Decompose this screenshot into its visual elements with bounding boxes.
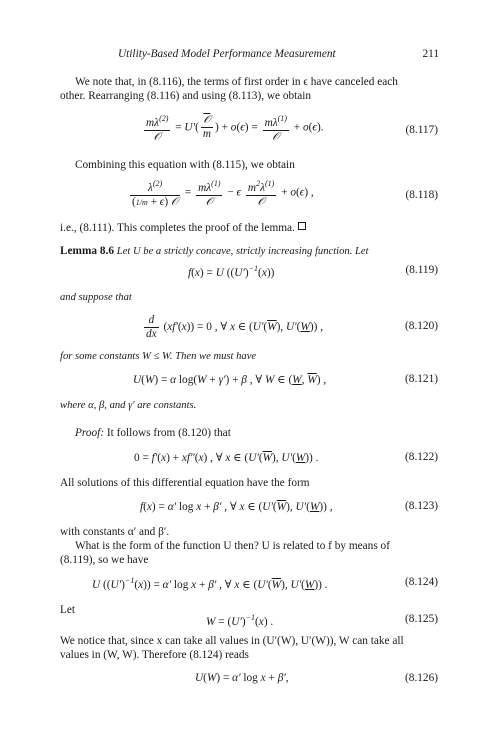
equation-8-121	[60, 373, 438, 393]
text-line: All solutions of this differential equation have the form	[60, 477, 310, 489]
equation-number: (8.117)	[405, 124, 438, 136]
proof-line	[75, 426, 231, 440]
equation-8-126	[60, 672, 438, 692]
lemma-text: Let U be a strictly concave, strictly increasing function. Let	[116, 246, 369, 257]
equation-number: (8.126)	[405, 672, 438, 684]
text-line: Let	[60, 604, 76, 616]
proof-label: Proof:	[75, 427, 105, 439]
text-line: We note that, in (8.116), the terms of first order in ϵ have canceled each	[75, 76, 398, 88]
equation-8-117	[60, 112, 438, 152]
running-title: Utility-Based Model Performance Measurement	[118, 48, 336, 60]
equation-body: f(x) = α′ log x + β′ , ∀ x ∈ ($U'(\overline{W})$, U′(W)) ,	[140, 501, 333, 513]
text-line: (8.119), so we have	[60, 554, 149, 566]
equation-number: (8.122)	[405, 451, 438, 463]
equation-8-120	[60, 314, 438, 344]
equation-body: $W = (U')^{-1}(x)$ .	[206, 613, 274, 628]
equation-8-125	[60, 613, 438, 633]
text-line: with constants α′ and β′.	[60, 526, 170, 538]
text-line: and suppose that	[60, 292, 132, 303]
qed-icon	[298, 222, 306, 230]
text-line: We notice that, since x can take all values in (U′(W), U′(W)), W can take all	[60, 635, 404, 647]
text-span: i.e., (8.111). This completes the proof of the lemma.	[60, 222, 295, 234]
equation-number: (8.118)	[405, 189, 438, 201]
equation-body: $\frac{\lambda^{(2)}}{\text{(1/m + ϵ) 𝒪}}$ = $\frac{m\lambda^{(1)}}{\text{𝒪}}$ − ϵ $\frac{m^2\lambda^{(1)}}{\text{𝒪}}$ + o(ϵ) ,	[132, 179, 314, 208]
equation-8-118	[60, 177, 438, 217]
equation-8-119	[60, 264, 438, 284]
equation-body: 0 = f′(x) + xf″(x) , ∀ x ∈ ($U'(\overline{W})$, U′(W)) .	[134, 452, 319, 464]
text-line: other. Rearranging (8.116) and using (8.113), we obtain	[60, 90, 312, 102]
lemma-statement	[60, 244, 369, 259]
equation-number: (8.124)	[405, 576, 438, 588]
text-line: for some constants W ≤ W. Then we must have	[60, 351, 257, 362]
text-line	[60, 221, 306, 235]
text-line: What is the form of the function U then? U is related to f by means of	[75, 540, 390, 552]
equation-body: $\frac{d}{dx}$ (xf′(x)) = 0 , ∀ x ∈ ($U'(\overline{W})$, U′(W)) ,	[146, 314, 324, 340]
equation-number: (8.123)	[405, 500, 438, 512]
equation-8-123	[60, 500, 438, 520]
equation-body: U(W) = α′ log x + β′,	[195, 672, 289, 684]
equation-number: (8.119)	[405, 264, 438, 276]
text-line: Combining this equation with (8.115), we obtain	[75, 159, 295, 171]
equation-8-124	[60, 576, 438, 596]
equation-number: (8.120)	[405, 320, 438, 332]
equation-body: U(W) = α log(W + γ′) + β , ∀ W ∈ (W, $\overline{W}$) ,	[133, 374, 327, 386]
equation-body: f(x) = U $((U')^{-1}(x))$	[188, 264, 275, 279]
text-line: where α, β, and γ′ are constants.	[60, 400, 197, 411]
lemma-label: Lemma 8.6	[60, 245, 114, 257]
equation-number: (8.121)	[405, 373, 438, 385]
equation-number: (8.125)	[405, 613, 438, 625]
page-number: 211	[422, 48, 439, 60]
text-line: values in (W, W). Therefore (8.124) reads	[60, 649, 249, 661]
equation-body: U $((U')^{-1}(x)) = \alpha'$ log x + β′ , ∀ x ∈ ($U'(\overline{W})$, U′(W)) .	[92, 576, 328, 591]
proof-text: It follows from (8.120) that	[106, 427, 231, 439]
equation-body: $\frac{m\lambda^{(2)}}{\text{𝒪}}$ = U′( $\frac{\text{𝒪}}{m}$ ) + o(ϵ) = $\frac{m\lambda^{(1)}}{\text{𝒪}}$ + o(ϵ).	[146, 114, 324, 143]
equation-8-122	[60, 451, 438, 471]
